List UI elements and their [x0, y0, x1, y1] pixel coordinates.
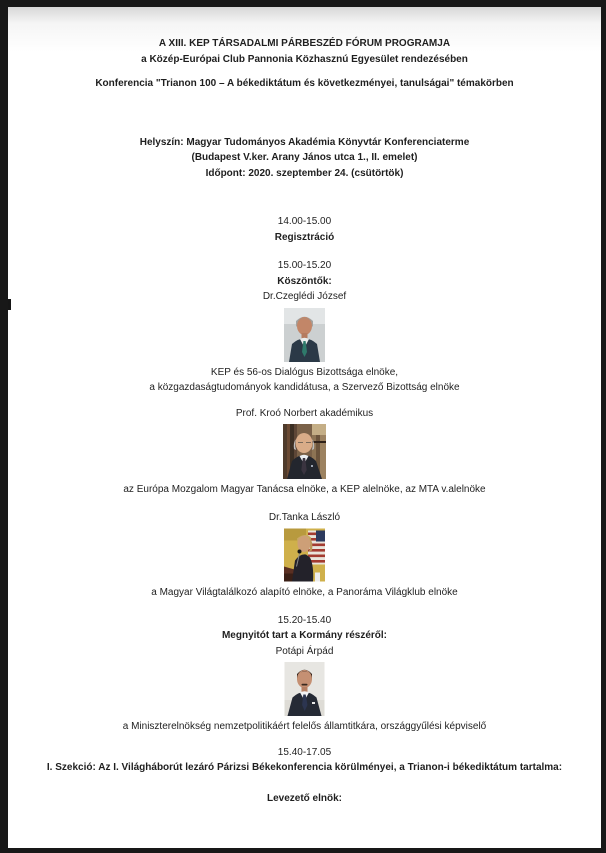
speaker-name-kroo: Prof. Kroó Norbert akadémikus: [235, 407, 374, 419]
speaker-desc-czegledi-2: a közgazdaságtudományok kandidátusa, a Szervező Bizottság elnöke: [149, 382, 460, 393]
section1-heading: I. Szekció: Az I. Világháborút lezáró Párizsi Békekonferencia körülményei, a Trianon-i békediktátum tartalma:: [46, 762, 563, 773]
chair-heading: Levezető elnök:: [266, 792, 343, 804]
photo-potapi-arpad: [284, 662, 325, 716]
speaker-name-tanka: Dr.Tanka László: [268, 511, 341, 523]
address-line: (Budapest V.ker. Arany János utca 1., II. emelet): [191, 152, 418, 163]
photo-czegledi-jozsef: [284, 308, 325, 362]
speaker-desc-czegledi-1: KEP és 56-os Dialógus Bizottsága elnöke,: [210, 366, 399, 378]
registration-block: [8, 214, 601, 245]
section1-block: [8, 745, 601, 807]
date-line: Időpont: 2020. szeptember 24. (csütörtök): [205, 167, 404, 179]
program-title: A XIII. KEP TÁRSADALMI PÁRBESZÉD FÓRUM PROGRAMJA: [158, 38, 451, 49]
photo-tanka-laszlo: [284, 528, 325, 582]
welcome-block: [8, 258, 601, 601]
registration-time: 14.00-15.00: [277, 216, 332, 227]
document-header: [8, 7, 601, 92]
venue-line: Helyszín: Magyar Tudományos Akadémia Könyvtár Konferenciaterme: [139, 136, 470, 148]
photo-kroo-norbert: [283, 424, 326, 479]
scan-edge-artifact: [8, 299, 11, 310]
document-page: [8, 7, 601, 848]
opening-time: 15.20-15.40: [277, 614, 332, 626]
section1-time: 15.40-17.05: [277, 746, 332, 758]
organizer-line: a Közép-Európai Club Pannonia Közhasznú Egyesület rendezésében: [141, 53, 468, 65]
speaker-desc-potapi: a Miniszterelnökség nemzetpolitikáért felelős államtitkára, országgyűlési képviselő: [122, 721, 487, 732]
welcome-heading: Köszöntők:: [277, 275, 332, 287]
speaker-name-czegledi: Dr.Czeglédi József: [262, 291, 347, 302]
welcome-time: 15.00-15.20: [277, 260, 332, 271]
registration-label: Regisztráció: [274, 231, 335, 243]
conference-topic-line: Konferencia "Trianon 100 – A békediktátum és következményei, tanulságai" témakörben: [95, 78, 514, 89]
opening-block: [8, 613, 601, 735]
speaker-name-potapi: Potápi Árpád: [275, 645, 334, 657]
speaker-desc-tanka: a Magyar Világtalálkozó alapító elnöke, a Panoráma Világklub elnöke: [151, 587, 458, 598]
opening-heading: Megnyitót tart a Kormány részéről:: [221, 630, 388, 641]
event-meta: [8, 135, 601, 182]
speaker-desc-kroo: az Európa Mozgalom Magyar Tanácsa elnöke, a KEP alelnöke, az MTA v.alelnöke: [123, 484, 486, 495]
